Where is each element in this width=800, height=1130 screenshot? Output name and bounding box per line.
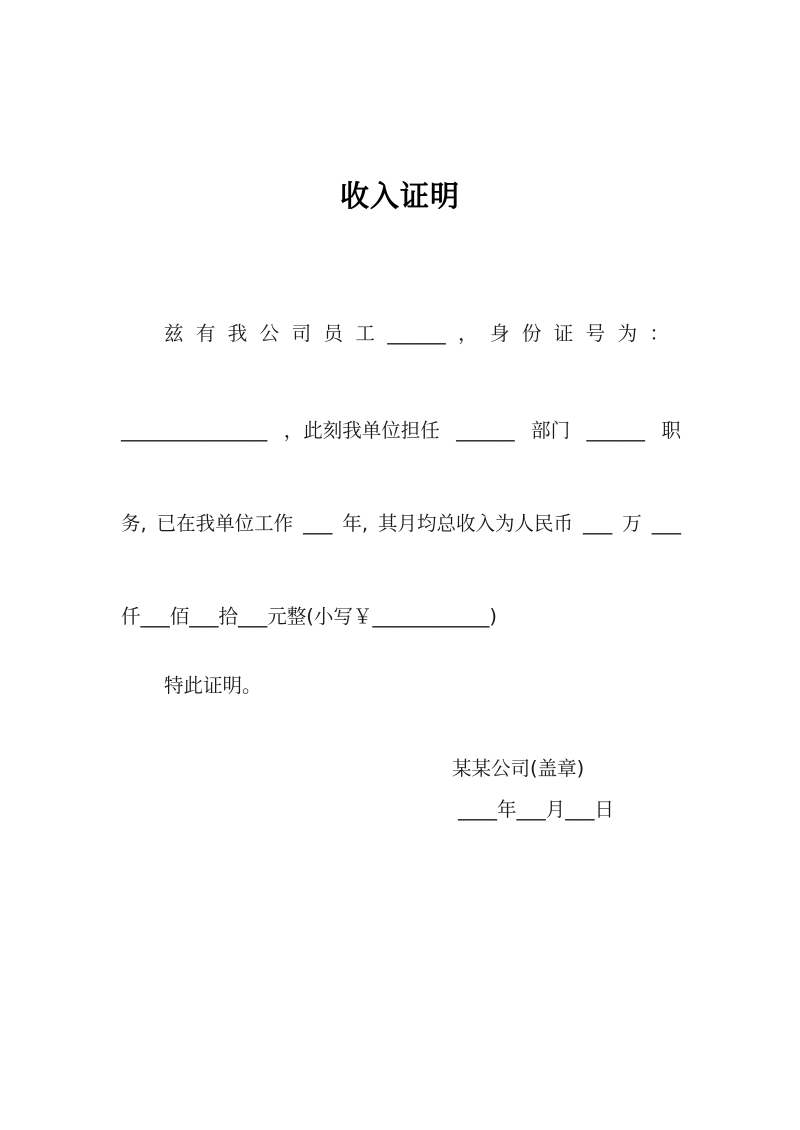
line2-text: 部门 [531, 419, 571, 442]
amount-wan-blank: ___ [583, 512, 613, 535]
document-title: 收入证明 [339, 179, 460, 213]
line1-char: 公 [259, 322, 280, 345]
body-line-1 [164, 321, 669, 347]
line1-char: 工 [355, 322, 375, 345]
line1-char: 证 [553, 322, 574, 345]
line1-char: 号 [585, 322, 606, 345]
line3-text: 万 [622, 512, 642, 535]
years-blank: ___ [303, 512, 333, 535]
id-number-blank: _______________ [121, 419, 268, 442]
line1-char: ： [649, 322, 669, 345]
line3-text: 其月均总收入为人民币 [378, 512, 574, 535]
body-line-4: 仟___佰___拾___元整(小写￥____________) [121, 605, 497, 628]
line1-char: 我 [227, 322, 248, 345]
body-line-2 [121, 418, 681, 444]
line3-text: 已在我单位工作 [156, 512, 294, 535]
company-seal: 某某公司(盖章) [452, 757, 585, 780]
line3-text: 务, [121, 512, 147, 535]
line1-char: 份 [521, 322, 542, 345]
line1-char: 为 [617, 322, 638, 345]
employee-name-blank: ______ [387, 322, 446, 345]
line1-char: 兹 [164, 322, 184, 345]
line3-text: 年, [342, 512, 369, 535]
line1-char: 员 [323, 322, 343, 345]
line1-char: 司 [291, 322, 312, 345]
department-blank: ______ [456, 419, 515, 442]
line1-char: 身 [490, 322, 510, 345]
date-line: ____年___月___日 [458, 798, 615, 821]
certification-statement: 特此证明。 [164, 674, 262, 697]
line1-char: 有 [195, 322, 216, 345]
position-blank: ______ [586, 419, 646, 442]
line1-char: ， [458, 322, 478, 345]
line2-text: 职 [661, 419, 681, 442]
amount-qian-blank: ___ [651, 512, 681, 535]
line2-text: ，此刻我单位担任 [283, 419, 440, 442]
body-line-3 [121, 511, 681, 537]
